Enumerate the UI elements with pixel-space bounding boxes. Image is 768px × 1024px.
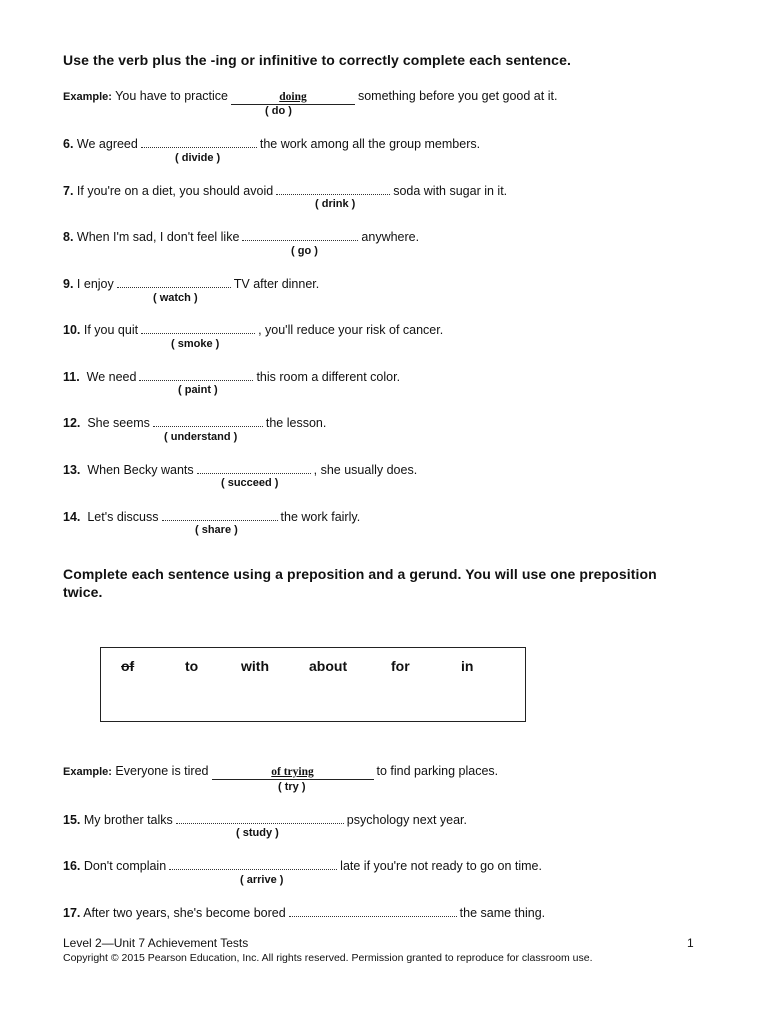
example-hint: ( do ) [265,105,292,117]
item-12-hint: ( understand ) [164,431,238,443]
item-text-after: , you'll reduce your risk of cancer. [258,323,444,337]
example-2-hint: ( try ) [278,781,306,793]
item-17 [63,904,545,920]
word-bank-box [100,647,526,722]
answer-blank[interactable] [242,228,358,241]
item-text-after: the work among all the group members. [259,137,481,151]
item-number: 16. [63,859,81,873]
word-bank-item-of: of [121,658,135,674]
item-13-hint: ( succeed ) [221,477,279,489]
word-bank-item-with: with [241,658,269,674]
word-bank-item-about: about [309,658,348,674]
item-number: 8. [63,230,74,244]
item-text-before: If you quit [83,323,139,337]
item-12 [63,414,326,430]
item-8 [63,228,419,244]
item-14 [63,508,360,524]
example-label: Example: [63,766,112,778]
item-text-before: Let's discuss [87,510,159,524]
example-answer: of trying [271,766,314,778]
item-number: 11. [63,370,80,384]
item-7 [63,182,507,198]
item-16-hint: ( arrive ) [240,874,284,886]
item-text-after: anywhere. [361,230,420,244]
item-9 [63,275,319,291]
word-bank-item-for: for [391,658,410,674]
example-after: something before you get good at it. [357,89,558,103]
example-label: Example: [63,91,112,103]
example-answer: doing [279,91,307,103]
example-after: to find parking places. [376,764,499,778]
word-bank-item-to: to [185,658,199,674]
item-text-after: the work fairly. [280,510,361,524]
item-14-hint: ( share ) [195,524,238,536]
item-number: 10. [63,323,81,337]
answer-blank[interactable] [169,857,337,870]
item-15-hint: ( study ) [236,827,279,839]
item-8-hint: ( go ) [291,245,318,257]
copyright-notice: Copyright © 2015 Pearson Education, Inc. All rights reserved. Permission granted to reproduce for classroom use. [63,952,593,964]
answer-blank[interactable] [141,321,255,334]
item-16 [63,857,542,873]
example-answer-blank [212,766,374,780]
answer-blank[interactable] [117,275,231,288]
item-text-before: When I'm sad, I don't feel like [76,230,240,244]
item-text-after: the lesson. [265,416,327,430]
item-text-after: late if you're not ready to go on time. [340,859,542,873]
section-2-heading-line-1: Complete each sentence using a preposition and a gerund. You will use one preposition [63,566,657,582]
item-number: 17. [63,906,81,920]
item-text-after: the same thing. [459,906,546,920]
item-text-before: If you're on a diet, you should avoid [76,184,274,198]
answer-blank[interactable] [153,414,263,427]
item-6 [63,135,480,151]
item-number: 12. [63,416,81,430]
item-7-hint: ( drink ) [315,198,356,210]
item-text-before: When Becky wants [87,463,194,477]
section-2-heading-line-2: twice. [63,584,103,600]
answer-blank[interactable] [141,135,257,148]
item-text-after: soda with sugar in it. [393,184,508,198]
item-number: 6. [63,137,74,151]
item-text-before: We agreed [76,137,138,151]
item-10 [63,321,443,337]
item-6-hint: ( divide ) [175,152,221,164]
item-number: 15. [63,813,81,827]
item-13 [63,461,417,477]
item-15 [63,811,467,827]
word-bank-item-in: in [461,658,474,674]
item-text-before: We need [86,370,137,384]
item-text-before: Don't complain [83,859,167,873]
page-number: 1 [687,936,694,950]
item-text-before: After two years, she's become bored [83,906,286,920]
example-2-line [63,764,498,780]
answer-blank[interactable] [276,182,390,195]
item-text-after: , she usually does. [313,463,418,477]
item-number: 14. [63,510,81,524]
example-1-line [63,89,557,105]
answer-blank[interactable] [197,461,311,474]
example-before: You have to practice [115,89,228,103]
item-9-hint: ( watch ) [153,292,198,304]
item-text-before: My brother talks [83,813,173,827]
item-11-hint: ( paint ) [178,384,218,396]
example-before: Everyone is tired [115,764,209,778]
item-text-before: She seems [87,416,150,430]
item-text-before: I enjoy [76,277,114,291]
item-number: 13. [63,463,81,477]
answer-blank[interactable] [162,508,278,521]
item-text-after: this room a different color. [256,370,401,384]
answer-blank[interactable] [176,811,344,824]
footer-title: Level 2—Unit 7 Achievement Tests [63,936,249,950]
item-number: 7. [63,184,74,198]
item-number: 9. [63,277,74,291]
item-text-after: psychology next year. [346,813,468,827]
section-1-heading: Use the verb plus the -ing or infinitive to correctly complete each sentence. [63,52,571,68]
answer-blank[interactable] [289,904,457,917]
answer-blank[interactable] [139,368,253,381]
item-10-hint: ( smoke ) [171,338,220,350]
item-text-after: TV after dinner. [233,277,320,291]
item-11 [63,368,400,384]
example-answer-blank [231,91,355,105]
